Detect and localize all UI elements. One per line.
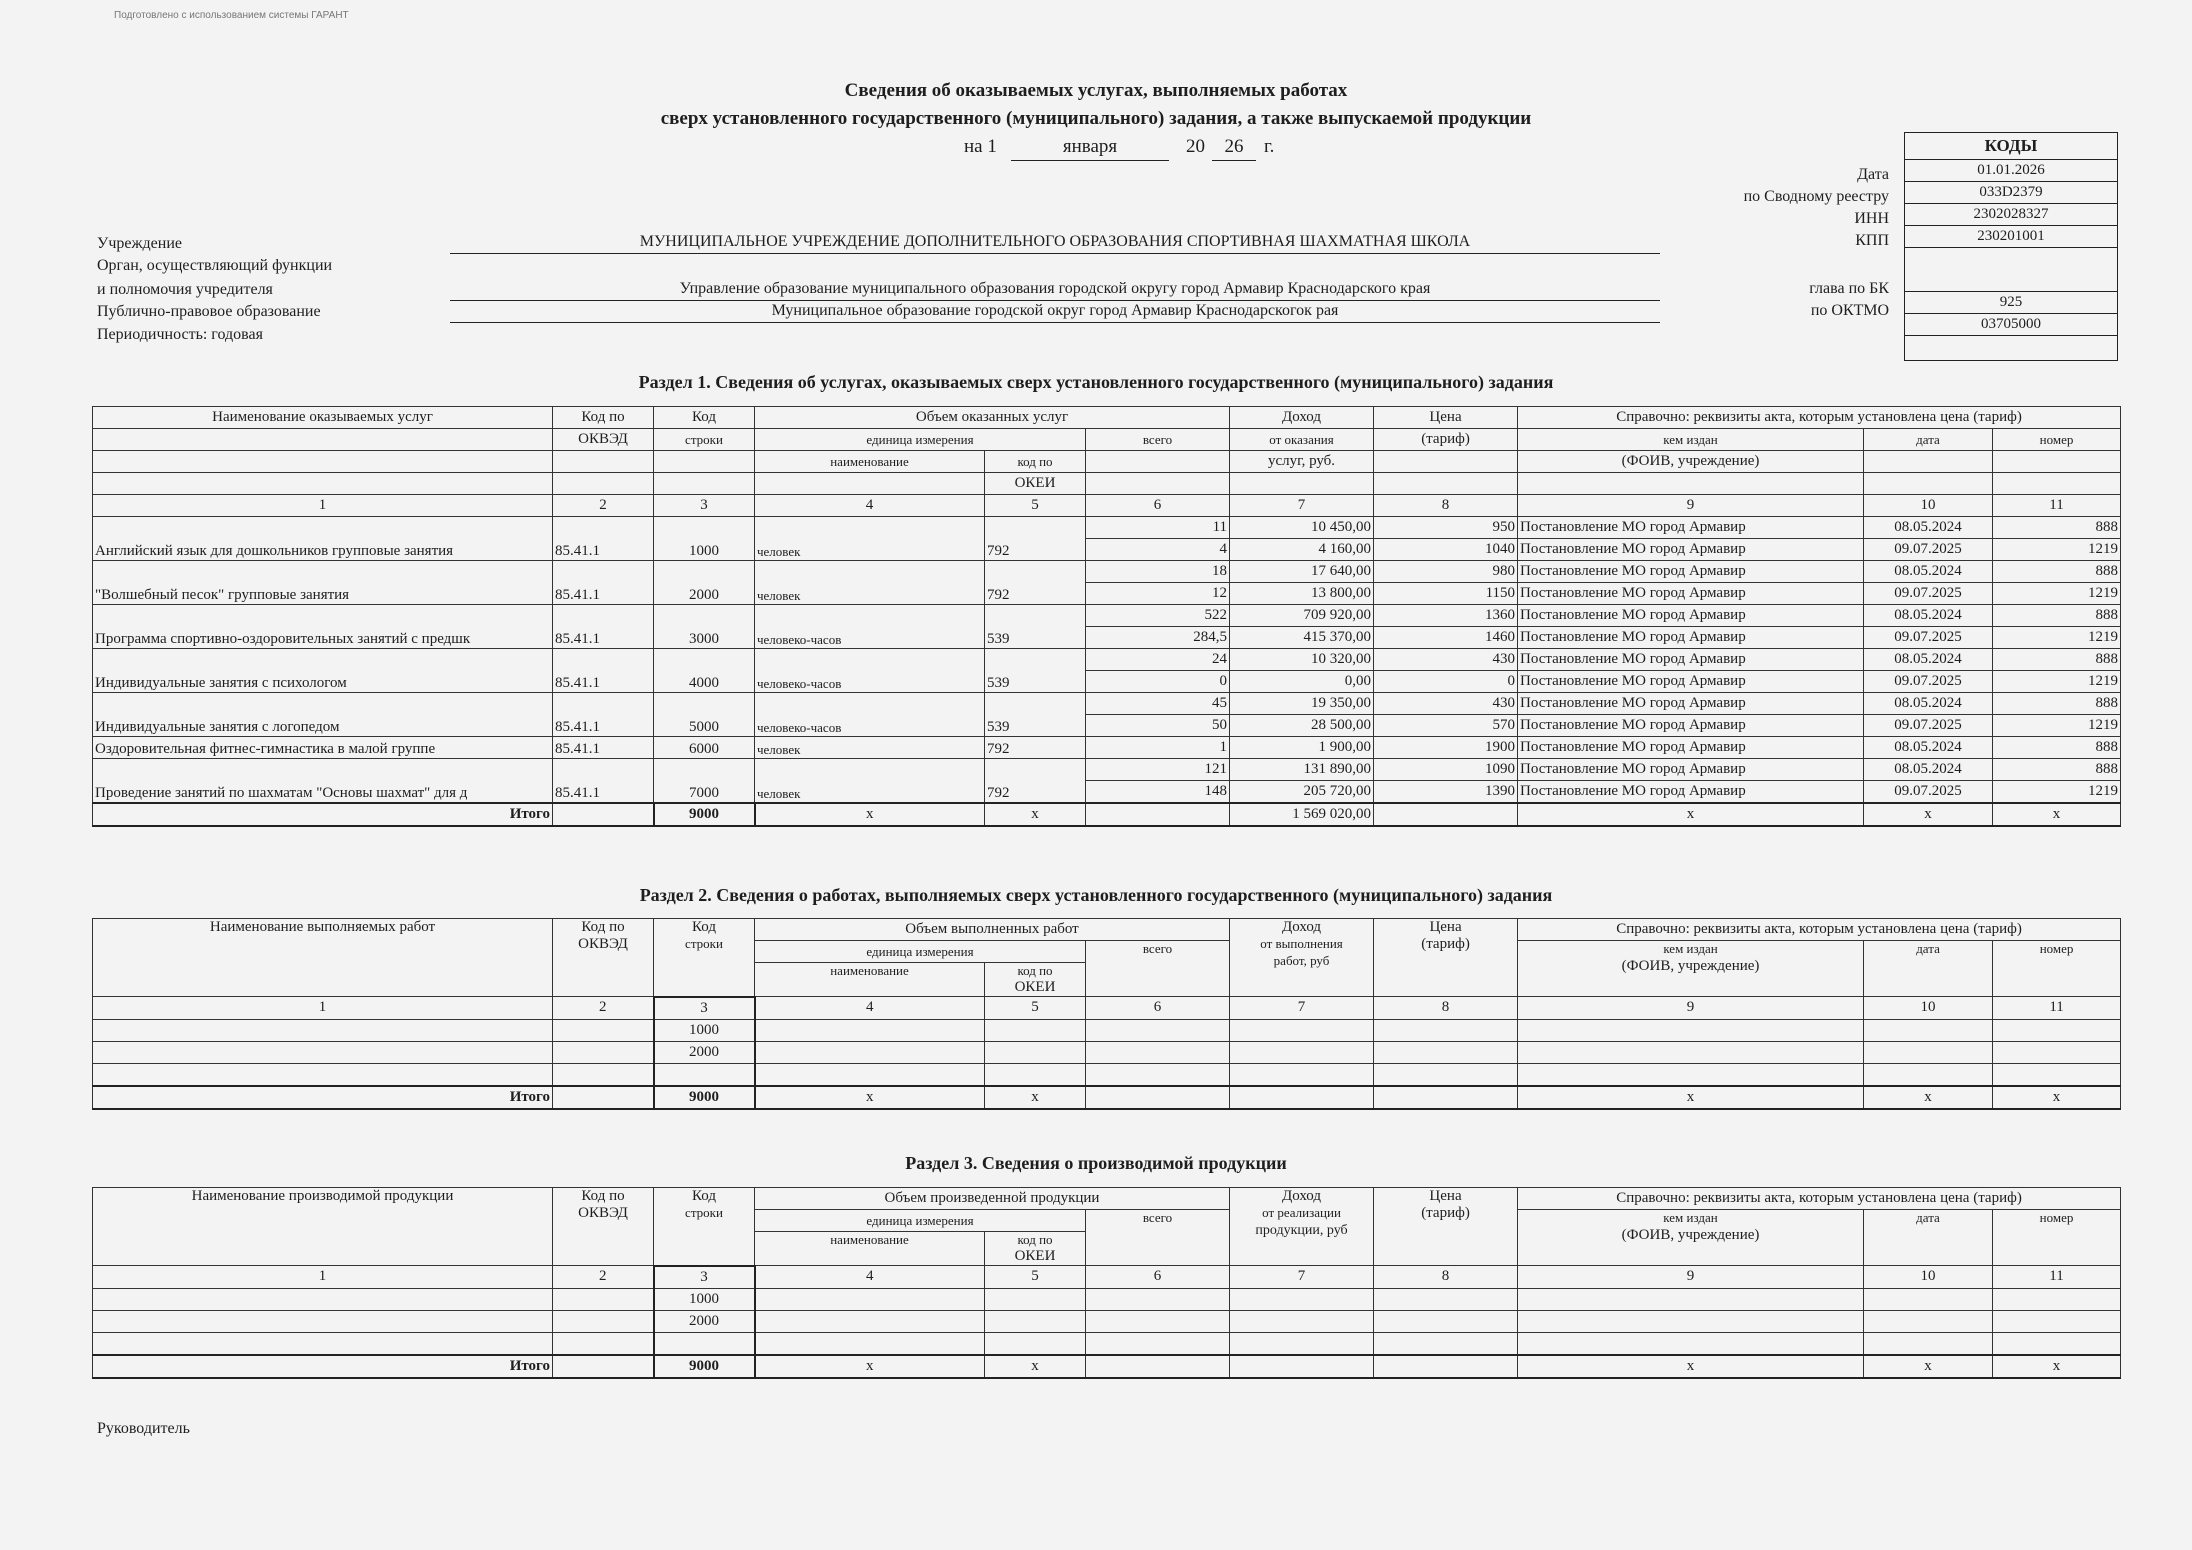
- section1-title: Раздел 1. Сведения об услугах, оказываемых сверх установленного государственного (муниципального) задания: [638, 372, 1554, 392]
- section2-table: [92, 918, 2121, 1110]
- service-total: 18: [1086, 561, 1230, 583]
- act-issuer: Постановление МО город Армавир: [1518, 737, 1864, 759]
- periodicity-label: Периодичность: годовая: [97, 326, 263, 343]
- institution-value: МУНИЦИПАЛЬНОЕ УЧРЕЖДЕНИЕ ДОПОЛНИТЕЛЬНОГО ОБРАЗОВАНИЯ СПОРТИВНАЯ ШАХМАТНАЯ ШКОЛА: [639, 233, 1471, 250]
- s1-total-label: Итого: [93, 803, 553, 826]
- act-date: 08.05.2024: [1864, 605, 1993, 627]
- service-okved: 85.41.1: [553, 759, 654, 804]
- service-okved: 85.41.1: [553, 649, 654, 693]
- s2-h-unit: единица измерения: [755, 941, 1086, 963]
- service-price: 430: [1374, 649, 1518, 671]
- date-year-suffix: 26: [1224, 136, 1244, 157]
- s1-h-price: Цена: [1374, 407, 1518, 429]
- s1-h-income2: от оказания: [1230, 429, 1374, 451]
- service-okei: 539: [985, 605, 1086, 649]
- s2-h-date: дата: [1864, 941, 1993, 997]
- s3-total-date: x: [1864, 1355, 1993, 1378]
- act-date: 08.05.2024: [1864, 517, 1993, 539]
- s2-row-code: 1000: [654, 1019, 755, 1041]
- section1-table: [92, 406, 2121, 827]
- act-issuer: Постановление МО город Армавир: [1518, 649, 1864, 671]
- s2-total-unit: x: [755, 1086, 985, 1109]
- codes-label-kpp: КПП: [1855, 232, 1889, 249]
- service-income: 19 350,00: [1230, 693, 1374, 715]
- service-code: 2000: [654, 561, 755, 605]
- institution-label: Учреждение: [97, 235, 182, 252]
- service-unit: человек: [755, 737, 985, 759]
- s3-row-code: [654, 1332, 755, 1355]
- act-issuer: Постановление МО город Армавир: [1518, 759, 1864, 781]
- service-total: 24: [1086, 649, 1230, 671]
- s1-colnum: 6: [1086, 495, 1230, 517]
- s1-total-unit: x: [755, 803, 985, 826]
- service-code: 4000: [654, 649, 755, 693]
- document-title-line2: сверх установленного государственного (муниципального) задания, а также выпускаемой продукции: [660, 108, 1532, 129]
- s2-row-code: 2000: [654, 1041, 755, 1063]
- service-okei: 792: [985, 737, 1086, 759]
- table-row: [93, 649, 2121, 671]
- act-number: 1219: [1993, 781, 2121, 804]
- s2-total-date: x: [1864, 1086, 1993, 1109]
- s3-h-price: Цена (тариф): [1374, 1188, 1518, 1266]
- act-number: 888: [1993, 737, 2121, 759]
- s3-h-issuer: кем издан (ФОИВ, учреждение): [1518, 1210, 1864, 1266]
- codes-title: КОДЫ: [1905, 133, 2118, 160]
- s3-total-okei: x: [985, 1355, 1086, 1378]
- s3-h-date: дата: [1864, 1210, 1993, 1266]
- s1-h-kod2: строки: [654, 429, 755, 451]
- service-code: 1000: [654, 517, 755, 561]
- section2-title: Раздел 2. Сведения о работах, выполняемых сверх установленного государственного (муниципального) задания: [639, 885, 1553, 905]
- act-issuer: Постановление МО город Армавир: [1518, 561, 1864, 583]
- service-name: Индивидуальные занятия с психологом: [93, 649, 553, 693]
- s2-colnum: 3: [654, 997, 755, 1020]
- act-issuer: Постановление МО город Армавир: [1518, 605, 1864, 627]
- s3-colnum: 4: [755, 1266, 985, 1289]
- s1-h-date: дата: [1864, 429, 1993, 451]
- date-g: г.: [1264, 136, 1275, 157]
- service-okei: 792: [985, 759, 1086, 804]
- table-row: [93, 561, 2121, 583]
- service-okei: 539: [985, 693, 1086, 737]
- act-date: 08.05.2024: [1864, 693, 1993, 715]
- act-issuer: Постановление МО город Армавир: [1518, 715, 1864, 737]
- founder-label-line2: и полномочия учредителя: [97, 281, 273, 298]
- service-income: 10 320,00: [1230, 649, 1374, 671]
- founder-label-line1: Орган, осуществляющий функции: [97, 257, 333, 274]
- service-name: Проведение занятий по шахматам "Основы шахмат" для д: [93, 759, 553, 804]
- act-date: 08.05.2024: [1864, 759, 1993, 781]
- s1-h-unit-name: наименование: [755, 451, 985, 473]
- service-okved: 85.41.1: [553, 561, 654, 605]
- s1-total-date: x: [1864, 803, 1993, 826]
- s1-h-okei: код по: [985, 451, 1086, 473]
- service-income: 205 720,00: [1230, 781, 1374, 804]
- codes-label-oktmo: по ОКТМО: [1810, 302, 1889, 319]
- service-total: 12: [1086, 583, 1230, 605]
- act-number: 888: [1993, 759, 2121, 781]
- s2-total-code: 9000: [654, 1086, 755, 1109]
- service-price: 1150: [1374, 583, 1518, 605]
- s1-colnum: 1: [93, 495, 553, 517]
- act-issuer: Постановление МО город Армавир: [1518, 583, 1864, 605]
- code-kpp: 230201001: [1905, 226, 2118, 248]
- s2-h-unit-name: наименование: [755, 963, 985, 997]
- s1-h-income: Доход: [1230, 407, 1374, 429]
- service-name: Индивидуальные занятия с логопедом: [93, 693, 553, 737]
- codes-label-inn: ИНН: [1854, 210, 1889, 227]
- head-label: Руководитель: [97, 1420, 190, 1437]
- s2-total-num: x: [1993, 1086, 2121, 1109]
- date-month: января: [1062, 136, 1118, 157]
- s2-colnum: 8: [1374, 997, 1518, 1020]
- act-date: 09.07.2025: [1864, 781, 1993, 804]
- act-issuer: Постановление МО город Армавир: [1518, 539, 1864, 561]
- s3-h-kod: Код строки: [654, 1188, 755, 1266]
- s2-total-label: Итого: [93, 1086, 553, 1109]
- s1-h-number: номер: [1993, 429, 2121, 451]
- service-name: "Волшебный песок" групповые занятия: [93, 561, 553, 605]
- code-empty-1: [1905, 248, 2118, 292]
- s2-row-code: [654, 1063, 755, 1086]
- s1-colnum: 3: [654, 495, 755, 517]
- act-issuer: Постановление МО город Армавир: [1518, 693, 1864, 715]
- s1-h-okved: Код по: [553, 407, 654, 429]
- service-income: 4 160,00: [1230, 539, 1374, 561]
- act-date: 08.05.2024: [1864, 561, 1993, 583]
- service-income: 13 800,00: [1230, 583, 1374, 605]
- act-number: 888: [1993, 561, 2121, 583]
- s3-h-okei: код по ОКЕИ: [985, 1232, 1086, 1266]
- s2-colnum: 5: [985, 997, 1086, 1020]
- s2-colnum: 11: [1993, 997, 2121, 1020]
- service-okei: 539: [985, 649, 1086, 693]
- service-unit: человеко-часов: [755, 605, 985, 649]
- s1-h-volume: Объем оказанных услуг: [755, 407, 1230, 429]
- service-code: 3000: [654, 605, 755, 649]
- s2-colnum: 1: [93, 997, 553, 1020]
- s3-colnum: 6: [1086, 1266, 1230, 1289]
- act-number: 1219: [1993, 539, 2121, 561]
- s2-h-volume: Объем выполненных работ: [755, 919, 1230, 941]
- act-number: 888: [1993, 649, 2121, 671]
- s1-h-okei2: ОКЕИ: [985, 473, 1086, 495]
- service-price: 1090: [1374, 759, 1518, 781]
- act-date: 09.07.2025: [1864, 627, 1993, 649]
- service-price: 950: [1374, 517, 1518, 539]
- s1-h-kod: Код: [654, 407, 755, 429]
- s1-total-num: x: [1993, 803, 2121, 826]
- codes-label-date: Дата: [1857, 166, 1889, 183]
- service-price: 1360: [1374, 605, 1518, 627]
- s1-h-total: всего: [1086, 429, 1230, 451]
- s1-colnum: 5: [985, 495, 1086, 517]
- s1-colnum: 10: [1864, 495, 1993, 517]
- s2-colnum: 4: [755, 997, 985, 1020]
- s2-h-number: номер: [1993, 941, 2121, 997]
- code-bk: 925: [1905, 292, 2118, 314]
- act-number: 1219: [1993, 671, 2121, 693]
- service-code: 6000: [654, 737, 755, 759]
- service-price: 980: [1374, 561, 1518, 583]
- s2-colnum: 7: [1230, 997, 1374, 1020]
- act-number: 1219: [1993, 715, 2121, 737]
- act-date: 09.07.2025: [1864, 539, 1993, 561]
- service-okved: 85.41.1: [553, 737, 654, 759]
- service-price: 1040: [1374, 539, 1518, 561]
- service-total: 522: [1086, 605, 1230, 627]
- codes-label-registry: по Сводному реестру: [1743, 188, 1889, 205]
- s2-colnum: 6: [1086, 997, 1230, 1020]
- s1-total-okei: x: [985, 803, 1086, 826]
- s2-h-kod: Код строки: [654, 919, 755, 997]
- s3-h-number: номер: [1993, 1210, 2121, 1266]
- s1-h-okved2: ОКВЭД: [553, 429, 654, 451]
- code-date: 01.01.2026: [1905, 160, 2118, 182]
- service-income: 415 370,00: [1230, 627, 1374, 649]
- service-okved: 85.41.1: [553, 693, 654, 737]
- s2-total-okei: x: [985, 1086, 1086, 1109]
- s2-colnum: 10: [1864, 997, 1993, 1020]
- s3-colnum: 11: [1993, 1266, 2121, 1289]
- service-okei: 792: [985, 561, 1086, 605]
- table-row: [93, 693, 2121, 715]
- s2-colnum: 2: [553, 997, 654, 1020]
- service-code: 5000: [654, 693, 755, 737]
- service-okved: 85.41.1: [553, 517, 654, 561]
- s2-colnum: 9: [1518, 997, 1864, 1020]
- codes-table: [1904, 132, 2118, 361]
- s1-colnum: 9: [1518, 495, 1864, 517]
- s3-h-unit: единица измерения: [755, 1210, 1086, 1232]
- s3-colnum: 5: [985, 1266, 1086, 1289]
- system-watermark: Подготовлено с использованием системы ГАРАНТ: [114, 10, 349, 21]
- section3-table: [92, 1187, 2121, 1379]
- service-name: Английский язык для дошкольников групповые занятия: [93, 517, 553, 561]
- service-total: 148: [1086, 781, 1230, 804]
- s2-h-okei: код по ОКЕИ: [985, 963, 1086, 997]
- s3-total-unit: x: [755, 1355, 985, 1378]
- s1-colnum: 7: [1230, 495, 1374, 517]
- service-price: 430: [1374, 693, 1518, 715]
- service-unit: человеко-часов: [755, 649, 985, 693]
- s1-h-issuer2: (ФОИВ, учреждение): [1518, 451, 1864, 473]
- service-income: 28 500,00: [1230, 715, 1374, 737]
- act-date: 08.05.2024: [1864, 737, 1993, 759]
- ppo-value: Муниципальное образование городской округ город Армавир Краснодарскогок рая: [771, 302, 1339, 319]
- s1-total-issuer: x: [1518, 803, 1864, 826]
- service-total: 4: [1086, 539, 1230, 561]
- service-price: 1460: [1374, 627, 1518, 649]
- codes-label-bk: глава по БК: [1809, 280, 1889, 297]
- s2-total-issuer: x: [1518, 1086, 1864, 1109]
- date-year-prefix: 20: [1186, 136, 1205, 157]
- s3-colnum: 10: [1864, 1266, 1993, 1289]
- act-number: 888: [1993, 693, 2121, 715]
- act-number: 1219: [1993, 627, 2121, 649]
- s3-total-label: Итого: [93, 1355, 553, 1378]
- act-date: 09.07.2025: [1864, 671, 1993, 693]
- service-income: 0,00: [1230, 671, 1374, 693]
- service-total: 121: [1086, 759, 1230, 781]
- s3-h-ref: Справочно: реквизиты акта, которым установлена цена (тариф): [1518, 1188, 2121, 1210]
- service-price: 570: [1374, 715, 1518, 737]
- act-number: 888: [1993, 517, 2121, 539]
- act-number: 888: [1993, 605, 2121, 627]
- code-inn: 2302028327: [1905, 204, 2118, 226]
- s3-row-code: 1000: [654, 1288, 755, 1310]
- document-title-line1: Сведения об оказываемых услугах, выполняемых работах: [844, 80, 1348, 101]
- s3-h-total: всего: [1086, 1210, 1230, 1266]
- s1-h-income3: услуг, руб.: [1230, 451, 1374, 473]
- service-total: 50: [1086, 715, 1230, 737]
- act-date: 09.07.2025: [1864, 715, 1993, 737]
- s3-h-income: Доход от реализации продукции, руб: [1230, 1188, 1374, 1266]
- act-issuer: Постановление МО город Армавир: [1518, 627, 1864, 649]
- table-row: [93, 605, 2121, 627]
- s3-colnum: 2: [553, 1266, 654, 1289]
- s2-h-ref: Справочно: реквизиты акта, которым установлена цена (тариф): [1518, 919, 2121, 941]
- service-price: 1900: [1374, 737, 1518, 759]
- s3-total-num: x: [1993, 1355, 2121, 1378]
- service-income: 1 900,00: [1230, 737, 1374, 759]
- act-issuer: Постановление МО город Армавир: [1518, 671, 1864, 693]
- table-row: [93, 517, 2121, 539]
- s3-colnum: 1: [93, 1266, 553, 1289]
- service-total: 0: [1086, 671, 1230, 693]
- s1-h-name: Наименование оказываемых услуг: [93, 407, 553, 429]
- s2-h-issuer: кем издан (ФОИВ, учреждение): [1518, 941, 1864, 997]
- code-oktmo: 03705000: [1905, 314, 2118, 336]
- service-income: 709 920,00: [1230, 605, 1374, 627]
- s1-colnum: 8: [1374, 495, 1518, 517]
- s3-h-name: Наименование производимой продукции: [93, 1188, 553, 1266]
- s3-colnum: 9: [1518, 1266, 1864, 1289]
- s2-h-okved: Код по ОКВЭД: [553, 919, 654, 997]
- service-price: 1390: [1374, 781, 1518, 804]
- service-name: Программа спортивно-оздоровительных занятий с предшк: [93, 605, 553, 649]
- s3-colnum: 3: [654, 1266, 755, 1289]
- table-row: [93, 737, 2121, 759]
- service-code: 7000: [654, 759, 755, 804]
- s2-h-income: Доход от выполнения работ, руб: [1230, 919, 1374, 997]
- service-income: 131 890,00: [1230, 759, 1374, 781]
- date-prefix: на 1: [964, 136, 997, 157]
- s3-colnum: 7: [1230, 1266, 1374, 1289]
- s1-h-issuer: кем издан: [1518, 429, 1864, 451]
- s1-total-income: 1 569 020,00: [1230, 803, 1374, 826]
- service-unit: человек: [755, 759, 985, 804]
- service-okved: 85.41.1: [553, 605, 654, 649]
- service-total: 45: [1086, 693, 1230, 715]
- code-empty-2: [1905, 336, 2118, 361]
- s3-total-code: 9000: [654, 1355, 755, 1378]
- code-registry: 033D2379: [1905, 182, 2118, 204]
- service-total: 1: [1086, 737, 1230, 759]
- s2-h-total: всего: [1086, 941, 1230, 997]
- service-total: 11: [1086, 517, 1230, 539]
- s1-colnum: 11: [1993, 495, 2121, 517]
- act-date: 09.07.2025: [1864, 583, 1993, 605]
- ppo-label: Публично-правовое образование: [97, 303, 321, 320]
- s3-h-unit-name: наименование: [755, 1232, 985, 1266]
- service-unit: человек: [755, 517, 985, 561]
- s1-total-code: 9000: [654, 803, 755, 826]
- s1-h-ref: Справочно: реквизиты акта, которым установлена цена (тариф): [1518, 407, 2121, 429]
- s3-colnum: 8: [1374, 1266, 1518, 1289]
- act-number: 1219: [1993, 583, 2121, 605]
- service-income: 10 450,00: [1230, 517, 1374, 539]
- s3-h-volume: Объем произведенной продукции: [755, 1188, 1230, 1210]
- act-issuer: Постановление МО город Армавир: [1518, 781, 1864, 804]
- s1-h-unit: единица измерения: [755, 429, 1086, 451]
- service-total: 284,5: [1086, 627, 1230, 649]
- section3-title: Раздел 3. Сведения о производимой продукции: [905, 1153, 1287, 1173]
- s2-h-name: Наименование выполняемых работ: [93, 919, 553, 997]
- s3-total-issuer: x: [1518, 1355, 1864, 1378]
- service-unit: человек: [755, 561, 985, 605]
- founder-value: Управление образование муниципального образования городской округу город Армавир Краснодарского края: [679, 280, 1431, 297]
- table-row: [93, 759, 2121, 781]
- act-issuer: Постановление МО город Армавир: [1518, 517, 1864, 539]
- s3-row-code: 2000: [654, 1310, 755, 1332]
- s1-colnum: 4: [755, 495, 985, 517]
- act-date: 08.05.2024: [1864, 649, 1993, 671]
- service-name: Оздоровительная фитнес-гимнастика в малой группе: [93, 737, 553, 759]
- service-income: 17 640,00: [1230, 561, 1374, 583]
- s3-h-okved: Код по ОКВЭД: [553, 1188, 654, 1266]
- s1-h-price2: (тариф): [1374, 429, 1518, 451]
- s1-colnum: 2: [553, 495, 654, 517]
- s2-h-price: Цена (тариф): [1374, 919, 1518, 997]
- service-unit: человеко-часов: [755, 693, 985, 737]
- service-okei: 792: [985, 517, 1086, 561]
- service-price: 0: [1374, 671, 1518, 693]
